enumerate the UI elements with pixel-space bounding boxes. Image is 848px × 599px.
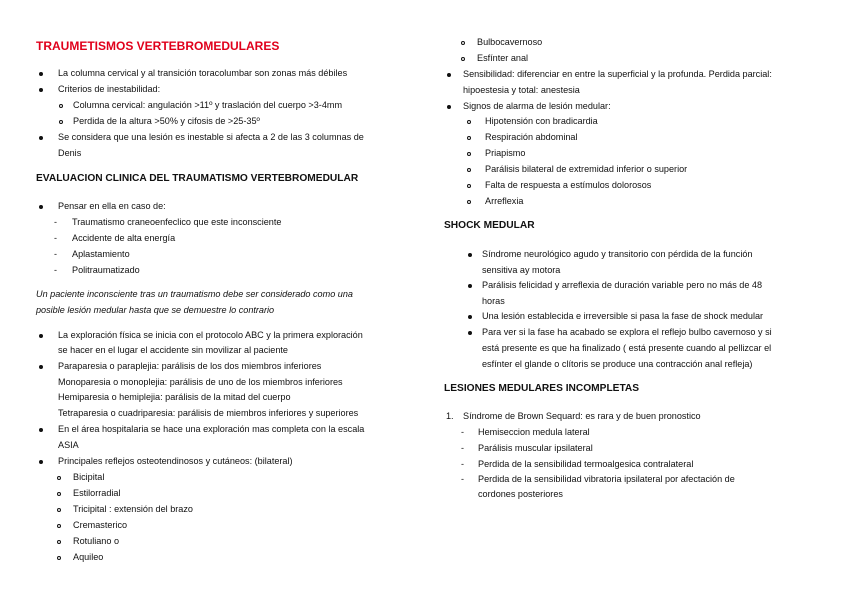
list-item: Falta de respuesta a estímulos dolorosos — [485, 180, 652, 190]
list-item: La columna cervical y al transición toracolumbar son zonas más débiles — [58, 68, 348, 78]
list-item-continuation: ASIA — [58, 440, 79, 450]
list-item: Accidente de alta energía — [72, 233, 176, 243]
circle-bullet-icon — [467, 184, 471, 188]
list-item: Parálisis muscular ipsilateral — [478, 443, 593, 453]
list-item: Parálisis bilateral de extremidad inferior o superior — [485, 164, 688, 174]
circle-bullet-icon — [467, 136, 471, 140]
bullet-icon — [468, 284, 472, 288]
section-heading: EVALUACION CLINICA DEL TRAUMATISMO VERTEBROMEDULAR — [36, 173, 359, 184]
list-item: Hipotensión con bradicardia — [485, 116, 598, 126]
list-item: Priapismo — [485, 148, 526, 158]
bullet-icon — [39, 334, 43, 338]
list-item-continuation: esfínter el glande o clítoris se produce una contracción anal refleja) — [482, 359, 753, 369]
circle-bullet-icon — [467, 168, 471, 172]
list-item: Parálisis felicidad y arreflexia de duración variable pero no más de 48 — [482, 280, 763, 290]
list-item: Pensar en ella en caso de: — [58, 201, 166, 211]
circle-bullet-icon — [59, 104, 63, 108]
circle-bullet-icon — [59, 120, 63, 124]
list-item: Se considera que una lesión es inestable si afecta a 2 de las 3 columnas de — [58, 132, 364, 142]
list-item: Aquileo — [73, 552, 104, 562]
list-item: Sensibilidad: diferenciar en entre la superficial y la profunda. Perdida parcial: — [463, 69, 772, 79]
circle-bullet-icon — [461, 41, 465, 45]
list-item-continuation: horas — [482, 296, 505, 306]
list-item: Criterios de inestabilidad: — [58, 84, 161, 94]
circle-bullet-icon — [57, 508, 61, 512]
italic-note: Un paciente inconsciente tras un traumatismo debe ser considerado como una — [36, 289, 353, 299]
dash-icon: - — [461, 443, 464, 453]
list-item-continuation: se hacer en el lugar el accidente sin movilizar al paciente — [58, 345, 288, 355]
list-item: Cremasterico — [73, 520, 128, 530]
list-item: Columna cervical: angulación >11º y traslación del cuerpo >3-4mm — [73, 100, 343, 110]
dash-icon: - — [461, 474, 464, 484]
bullet-icon — [39, 88, 43, 92]
list-item: Perdida de la sensibilidad vibratoria ipsilateral por afectación de — [478, 474, 735, 484]
list-item: Para ver si la fase ha acabado se explora el reflejo bulbo cavernoso y si — [482, 327, 772, 337]
page-title: TRAUMETISMOS VERTEBROMEDULARES — [36, 39, 280, 53]
list-number: 1. — [446, 411, 454, 421]
list-item: Arreflexia — [485, 196, 524, 206]
list-item: Síndrome de Brown Sequard: es rara y de buen pronostico — [463, 411, 701, 421]
list-item: Perdida de la sensibilidad termoalgesica contralateral — [478, 459, 694, 469]
bullet-icon — [39, 428, 43, 432]
list-item-continuation: está presente es que ha finalizado ( está presente cuando al pellizcar el — [482, 343, 772, 353]
list-item: Hemiseccion medula lateral — [478, 427, 590, 437]
list-item: Monoparesia o monoplejia: parálisis de uno de los miembros inferiores — [58, 377, 343, 387]
dash-icon: - — [461, 459, 464, 469]
circle-bullet-icon — [57, 524, 61, 528]
italic-note: posible lesión medular hasta que se demuestre lo contrario — [36, 305, 275, 315]
list-item: Estilorradial — [73, 488, 121, 498]
section-heading: LESIONES MEDULARES INCOMPLETAS — [444, 383, 640, 394]
list-item: Traumatismo craneoenfeclico que este inconsciente — [72, 217, 282, 227]
bullet-icon — [39, 460, 43, 464]
list-item: Aplastamiento — [72, 249, 130, 259]
circle-bullet-icon — [57, 540, 61, 544]
circle-bullet-icon — [57, 476, 61, 480]
bullet-icon — [39, 136, 43, 140]
list-item: Síndrome neurológico agudo y transitorio con pérdida de la función — [482, 249, 753, 259]
bullet-icon — [39, 205, 43, 209]
section-heading: SHOCK MEDULAR — [444, 220, 535, 231]
list-item-continuation: cordones posteriores — [478, 489, 563, 499]
circle-bullet-icon — [467, 200, 471, 204]
dash-icon: - — [54, 233, 57, 243]
bullet-icon — [39, 365, 43, 369]
list-item: La exploración física se inicia con el protocolo ABC y la primera exploración — [58, 330, 363, 340]
circle-bullet-icon — [467, 120, 471, 124]
list-item: Tetraparesia o cuadriparesia: parálisis de miembros inferiores y superiores — [58, 408, 359, 418]
circle-bullet-icon — [467, 152, 471, 156]
bullet-icon — [447, 73, 451, 77]
list-item: Respiración abdominal — [485, 132, 578, 142]
bullet-icon — [468, 331, 472, 335]
list-item: Esfínter anal — [477, 53, 529, 63]
circle-bullet-icon — [57, 492, 61, 496]
dash-icon: - — [461, 427, 464, 437]
list-item: Bulbocavernoso — [477, 37, 543, 47]
dash-icon: - — [54, 217, 57, 227]
list-item: Politraumatizado — [72, 265, 140, 275]
list-item: Rotuliano o — [73, 536, 120, 546]
circle-bullet-icon — [57, 556, 61, 560]
dash-icon: - — [54, 265, 57, 275]
bullet-icon — [39, 72, 43, 76]
list-item-continuation: Denis — [58, 148, 82, 158]
list-item-continuation: sensitiva ay motora — [482, 265, 561, 275]
bullet-icon — [447, 105, 451, 109]
list-item: Perdida de la altura >50% y cifosis de >25-35º — [73, 116, 260, 126]
bullet-icon — [468, 253, 472, 257]
list-item: Paraparesia o paraplejia: parálisis de los dos miembros inferiores — [58, 361, 322, 371]
dash-icon: - — [54, 249, 57, 259]
list-item: Principales reflejos osteotendinosos y cutáneos: (bilateral) — [58, 456, 293, 466]
list-item: Hemiparesia o hemiplejia: parálisis de la mitad del cuerpo — [58, 392, 291, 402]
list-item-continuation: hipoestesia y total: anestesia — [463, 85, 580, 95]
bullet-icon — [468, 315, 472, 319]
list-item: En el área hospitalaria se hace una exploración mas completa con la escala — [58, 424, 365, 434]
list-item: Tricipital : extensión del brazo — [73, 504, 193, 514]
list-item: Bicipital — [73, 472, 105, 482]
list-item: Una lesión establecida e irreversible si pasa la fase de shock medular — [482, 311, 764, 321]
circle-bullet-icon — [461, 57, 465, 61]
list-item: Signos de alarma de lesión medular: — [463, 101, 611, 111]
